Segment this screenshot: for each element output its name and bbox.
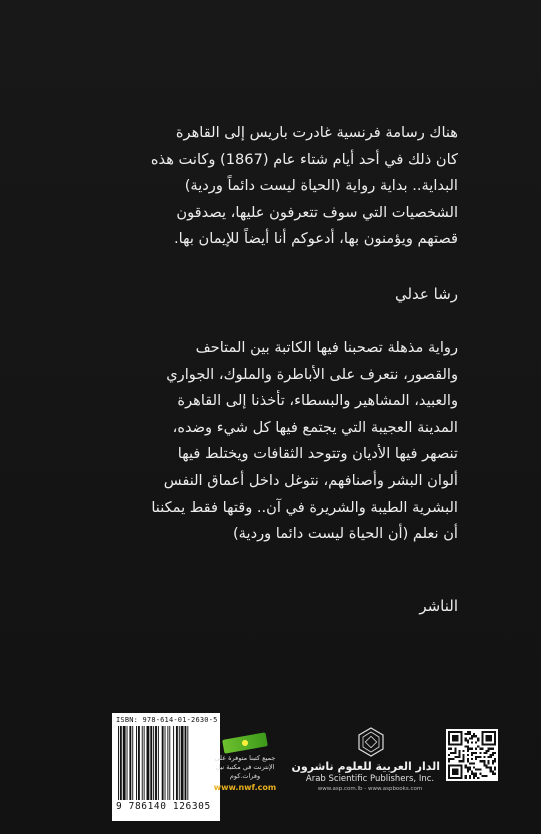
blurb-paragraph-2 xyxy=(100,335,458,548)
publisher-signature: الناشر xyxy=(419,597,458,615)
text-line: كان ذلك في أحد أيام شتاء عام (1867) وكانت هذه xyxy=(150,150,458,168)
qr-code-icon xyxy=(446,729,498,781)
nwf-promo xyxy=(205,736,285,792)
text-line: تنصهر فيها الأديان وتتوحد الثقافات ويختلط فيها xyxy=(177,445,458,463)
text-line: ألوان البشر وأصنافهم، نتوغل داخل أعماق النفس xyxy=(163,471,458,489)
text-line: والعبيد، المشاهير والبسطاء، تأخذنا إلى القاهرة xyxy=(177,392,458,410)
publisher-name-ar: الدار العربية للعلوم ناشرون xyxy=(291,760,440,773)
barcode-bars xyxy=(116,726,216,800)
text-line: قصتهم ويؤمنون بها، أدعوكم أنا أيضاً للإيمان بها. xyxy=(174,230,458,248)
publisher-block xyxy=(291,760,440,792)
text-line: والقصور، نتعرف على الأباطرة والملوك، الجواري xyxy=(166,365,458,383)
nwf-url: www.nwf.com xyxy=(213,783,277,792)
text-line: الشخصيات التي سوف تتعرفون عليها، يصدقون xyxy=(176,203,458,221)
text-line: رواية مذهلة تصحبنا فيها الكاتبة بين المتاحف xyxy=(195,339,458,356)
nwf-logo-icon xyxy=(222,732,268,753)
text-line: البداية.. بداية رواية (الحياة ليست دائماً وردية) xyxy=(184,177,458,195)
text-line: هناك رسامة فرنسية غادرت باريس إلى القاهرة xyxy=(175,124,458,141)
nwf-text: جميع كتبنا متوفرة على الإنترنت في مكتبة نيل وفرات.كوم xyxy=(214,754,276,780)
text-line: البشرية الطيبة والشريرة في آن.. وقتها فقط يمكننا xyxy=(151,498,458,516)
author-signature: رشا عدلي xyxy=(394,285,458,303)
publisher-websites: www.asp.com.lb - www.aspbooks.com xyxy=(317,786,423,792)
text-line: المدينة العجيبة التي يجتمع فيها كل شيء وضده، xyxy=(172,418,458,436)
blurb-paragraph-1 xyxy=(100,120,458,253)
isbn-label: ISBN: 978-614-01-2630-5 xyxy=(116,716,218,724)
publisher-name-en: Arab Scientific Publishers, Inc. xyxy=(305,774,435,784)
text-line: أن نعلم (أن الحياة ليست دائما وردية) xyxy=(232,525,458,543)
ean-digits: 9 786140 126305 xyxy=(116,801,211,812)
isbn-barcode xyxy=(112,713,220,821)
publisher-emblem-icon xyxy=(357,727,385,757)
